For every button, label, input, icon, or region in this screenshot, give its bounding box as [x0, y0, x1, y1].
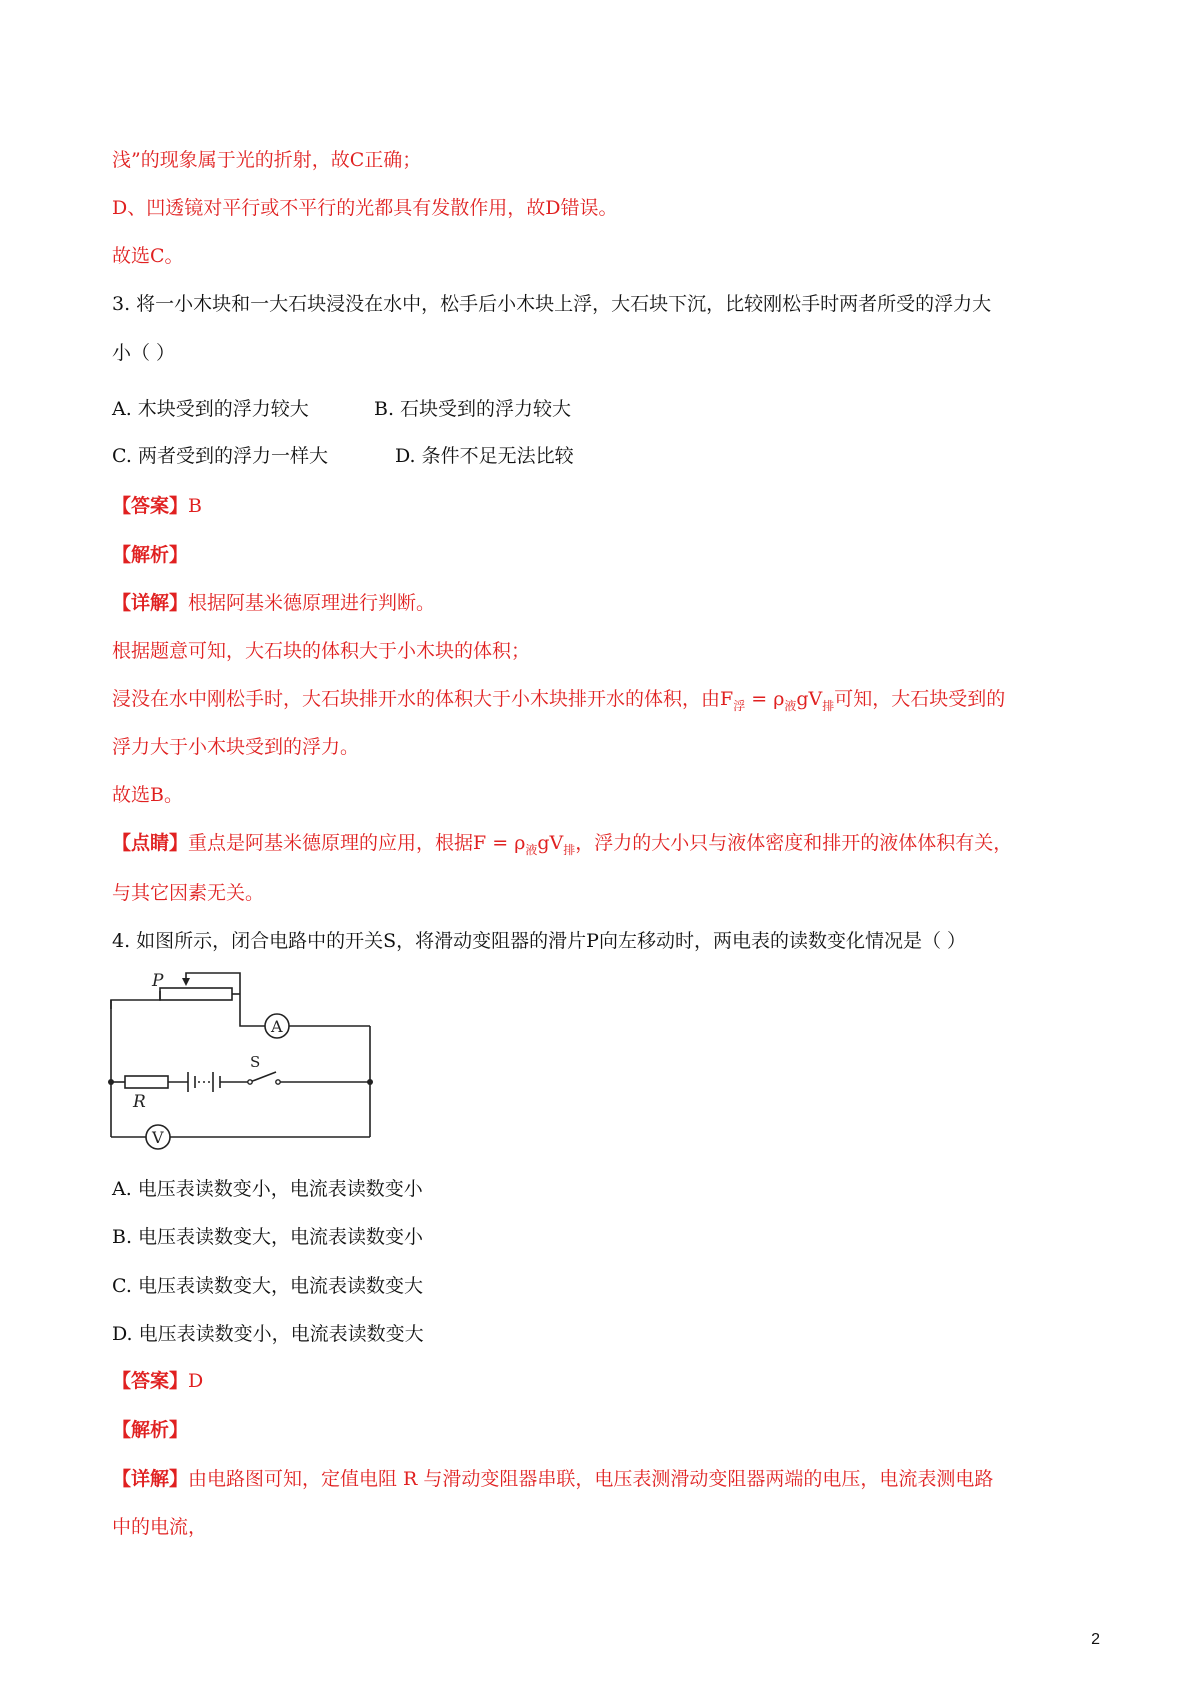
text-line: 与其它因素无关。: [112, 882, 265, 904]
subscript: 液: [525, 843, 538, 857]
formula-line: [112, 686, 1005, 714]
formula-text: gV: [537, 832, 564, 854]
question-4-option-b: B. 电压表读数变大，电流表读数变小: [112, 1226, 424, 1248]
detail-line: [112, 590, 435, 616]
analysis-tag: 【解析】: [112, 544, 189, 566]
question-3-stem: 小（ ）: [112, 342, 176, 364]
detail-text: 根据阿基米德原理进行判断。: [188, 592, 436, 614]
resistor-label: R: [133, 1092, 146, 1112]
answer-line: [112, 493, 202, 519]
answer-value: D: [188, 1370, 204, 1392]
formula-text: gV: [796, 688, 823, 710]
subscript: 排: [822, 699, 835, 713]
formula-text: = ρ: [745, 688, 785, 710]
question-4-option-a: A. 电压表读数变小，电流表读数变小: [112, 1178, 423, 1200]
option-b: B. 石块受到的浮力较大: [374, 398, 572, 420]
text-line: D、凹透镜对平行或不平行的光都具有发散作用，故D错误。: [112, 197, 618, 219]
answer-value: B: [188, 495, 202, 517]
formula-text: ，浮力的大小只与液体密度和排开的液体体积有关，: [575, 832, 1013, 854]
detail-text: 由电路图可知，定值电阻 R 与滑动变阻器串联，电压表测滑动变阻器两端的电压，电流表测电路: [188, 1468, 994, 1490]
formula-text: 浸没在水中刚松手时，大石块排开水的体积大于小木块排开水的体积，由F: [112, 688, 734, 710]
question-3-stem: 3. 将一小木块和一大石块浸没在水中，松手后小木块上浮，大石块下沉，比较刚松手时两者所受的浮力大: [112, 293, 992, 315]
voltmeter-label: V: [152, 1128, 164, 1147]
switch-label: S: [250, 1053, 261, 1071]
text-line: 浮力大于小木块受到的浮力。: [112, 736, 360, 758]
subscript: 浮: [733, 699, 746, 713]
text-line: 故选C。: [112, 245, 184, 267]
option-a: A. 木块受到的浮力较大: [112, 398, 309, 420]
note-tag: 【点睛】: [112, 832, 189, 854]
option-d: D. 条件不足无法比较: [395, 445, 574, 467]
question-3-options-row-1: [112, 396, 571, 422]
formula-text: 可知，大石块受到的: [834, 688, 1006, 710]
subscript: 排: [563, 843, 576, 857]
detail-line: [112, 1466, 993, 1492]
detail-tag: 【详解】: [112, 1468, 189, 1490]
note-line: [112, 830, 1012, 858]
option-c: C. 两者受到的浮力一样大: [112, 445, 328, 467]
text-line: 故选B。: [112, 784, 183, 806]
detail-tag: 【详解】: [112, 592, 189, 614]
question-3-options-row-2: [112, 443, 574, 469]
text-line: 中的电流，: [112, 1516, 208, 1538]
circuit-diagram: [100, 966, 380, 1166]
slider-label: P: [152, 971, 164, 991]
text-line: 根据题意可知，大石块的体积大于小木块的体积；: [112, 640, 531, 662]
question-4-option-d: D. 电压表读数变小，电流表读数变大: [112, 1323, 424, 1345]
formula-text: 重点是阿基米德原理的应用，根据F = ρ: [188, 832, 526, 854]
question-4-option-c: C. 电压表读数变大，电流表读数变大: [112, 1275, 423, 1297]
subscript: 液: [784, 699, 797, 713]
analysis-tag: 【解析】: [112, 1419, 189, 1441]
answer-tag: 【答案】: [112, 1370, 189, 1392]
text-line: 浅”的现象属于光的折射，故C正确；: [112, 149, 422, 171]
question-4-stem: 4. 如图所示，闭合电路中的开关S，将滑动变阻器的滑片P向左移动时，两电表的读数变化情况是（ ）: [112, 930, 967, 952]
page-number: 2: [1091, 1631, 1100, 1648]
ammeter-label: A: [271, 1017, 283, 1036]
answer-line: [112, 1368, 203, 1394]
answer-tag: 【答案】: [112, 495, 189, 517]
